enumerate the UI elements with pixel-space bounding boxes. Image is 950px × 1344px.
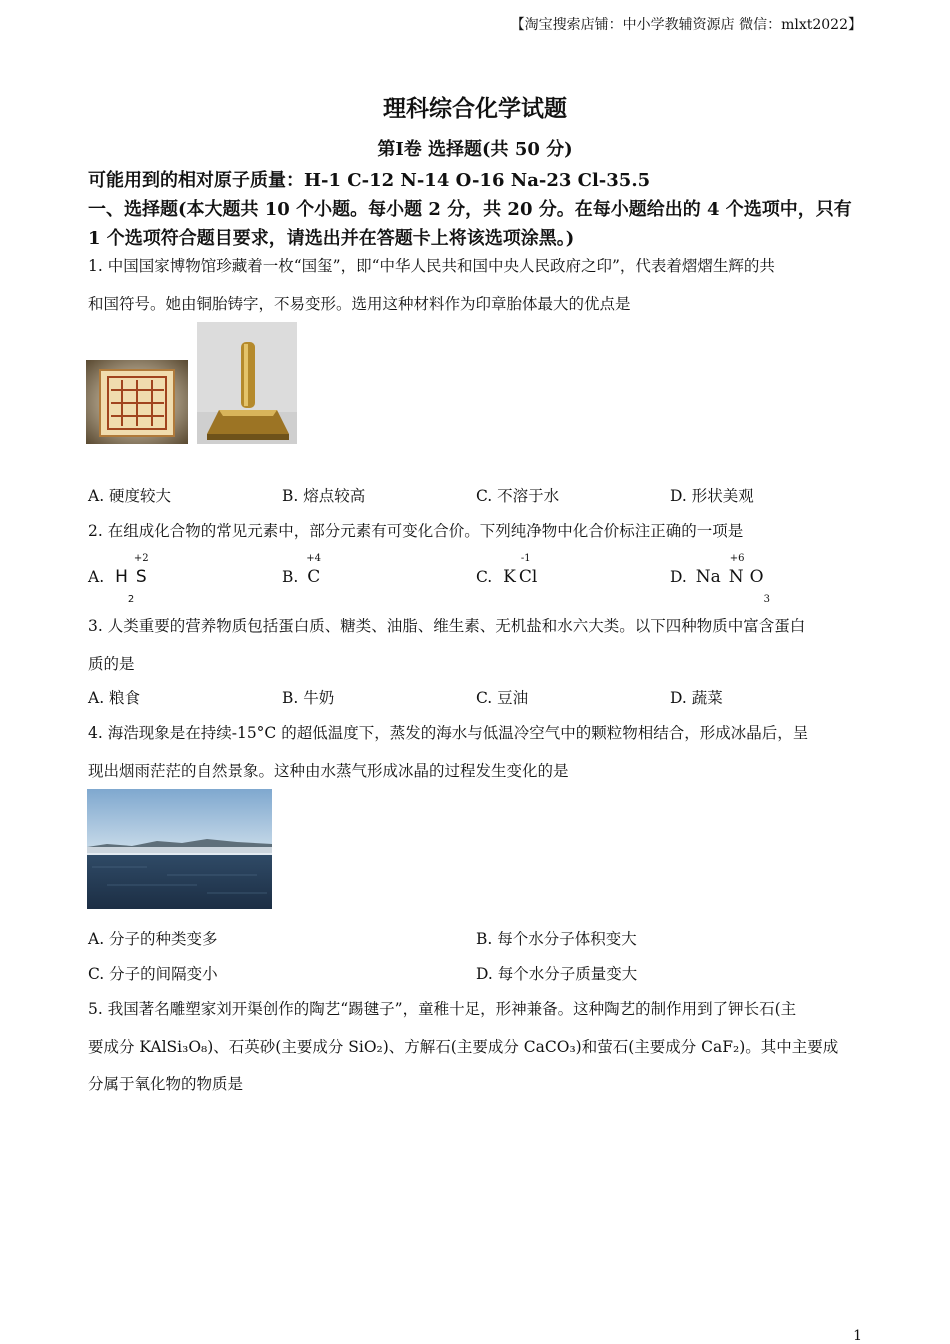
formula-h2s <box>115 553 149 605</box>
section-heading-line-1: 一、选择题(本大题共 10 个小题。每小题 2 分，共 20 分。在每小题给出的 4 个选项中，只有 <box>88 199 852 220</box>
q1-option-d[interactable]: D. 形状美观 <box>670 487 754 505</box>
q5-stem-line-1: 5. 我国著名雕塑家刘开渠创作的陶艺“踢毽子”，童稚十足，形神兼备。这种陶艺的制作用到了钾长石(主 <box>88 1000 797 1018</box>
element-symbol: Na <box>695 567 721 587</box>
header-note: 【淘宝搜索店铺：中小学教辅资源店 微信：mlxt2022】 <box>510 17 862 33</box>
formula-nano3 <box>695 553 772 605</box>
q2-option-d[interactable] <box>670 553 772 605</box>
q5-stem-line-3: 分属于氧化物的物质是 <box>88 1075 244 1093</box>
section-heading-line-2: 1 个选项符合题目要求，请选出并在答题卡上将该选项涂黑。) <box>88 228 575 249</box>
q1-stem-line-1: 1. 中国国家博物馆珍藏着一枚“国玺”，即“中华人民共和国中央人民政府之印”，代表着熠熠生辉的共 <box>88 257 775 275</box>
formula-kcl <box>503 553 538 587</box>
subscript: 2 <box>127 594 135 605</box>
q3-option-d[interactable]: D. 蔬菜 <box>670 689 723 707</box>
element-symbol: K <box>503 567 516 587</box>
page-number: 1 <box>853 1328 862 1344</box>
option-label: A. <box>88 568 105 586</box>
atomic-masses: 可能用到的相对原子质量：H-1 C-12 N-14 O-16 Na-23 Cl-35.5 <box>88 170 651 191</box>
q2-stem-line-1: 2. 在组成化合物的常见元素中，部分元素有可变化合价。下列纯净物中化合价标注正确的一项是 <box>88 522 744 540</box>
q1-option-a[interactable]: A. 硬度较大 <box>88 487 172 505</box>
option-label: C. <box>476 568 493 586</box>
element-symbol: H <box>115 567 128 587</box>
valence-label: +2 <box>133 553 149 564</box>
section-subtitle: 第Ⅰ卷 选择题(共 50 分) <box>377 139 573 160</box>
q1-option-c[interactable]: C. 不溶于水 <box>476 487 560 505</box>
element-symbol: C <box>307 567 321 587</box>
q1-stem-line-2: 和国符号。她由铜胎铸字，不易变形。选用这种材料作为印章胎体最大的优点是 <box>88 295 631 313</box>
seal-body-image <box>197 322 297 444</box>
formula-c <box>306 553 322 587</box>
q3-option-a[interactable]: A. 粮食 <box>88 689 141 707</box>
valence-label: +6 <box>729 553 745 564</box>
q2-option-c[interactable] <box>476 553 538 587</box>
q2-option-b[interactable] <box>282 553 322 587</box>
q4-option-c[interactable]: C. 分子的间隔变小 <box>88 965 218 983</box>
option-label: B. <box>282 568 299 586</box>
seal-face-image <box>86 360 188 444</box>
q4-stem-line-1: 4. 海浩现象是在持续-15°C 的超低温度下，蒸发的海水与低温冷空气中的颗粒物相结合，形成冰晶后，呈 <box>88 724 809 742</box>
q3-option-b[interactable]: B. 牛奶 <box>282 689 335 707</box>
valence-label: +4 <box>306 553 322 564</box>
q3-stem-line-1: 3. 人类重要的营养物质包括蛋白质、糖类、油脂、维生素、无机盐和水六大类。以下四种物质中富含蛋白 <box>88 617 806 635</box>
q4-option-a[interactable]: A. 分子的种类变多 <box>88 930 218 948</box>
element-symbol: O <box>749 567 764 587</box>
sea-smoke-image <box>87 789 272 909</box>
q1-option-b[interactable]: B. 熔点较高 <box>282 487 366 505</box>
q2-option-a[interactable] <box>88 553 149 605</box>
element-symbol: S <box>135 567 147 587</box>
option-label: D. <box>670 568 687 586</box>
q4-stem-line-2: 现出烟雨茫茫的自然景象。这种由水蒸气形成冰晶的过程发生变化的是 <box>88 762 569 780</box>
q4-option-d[interactable]: D. 每个水分子质量变大 <box>476 965 638 983</box>
element-symbol: N <box>728 567 744 587</box>
q4-option-b[interactable]: B. 每个水分子体积变大 <box>476 930 637 948</box>
q3-option-c[interactable]: C. 豆油 <box>476 689 529 707</box>
q3-stem-line-2: 质的是 <box>88 655 135 673</box>
valence-label: -1 <box>520 553 531 564</box>
page-title: 理科综合化学试题 <box>383 95 567 122</box>
element-symbol: Cl <box>518 567 538 587</box>
subscript: 3 <box>763 594 770 605</box>
q5-stem-line-2: 要成分 KAlSi₃O₈)、石英砂(主要成分 SiO₂)、方解石(主要成分 CaCO₃)和萤石(主要成分 CaF₂)。其中主要成 <box>88 1038 839 1056</box>
